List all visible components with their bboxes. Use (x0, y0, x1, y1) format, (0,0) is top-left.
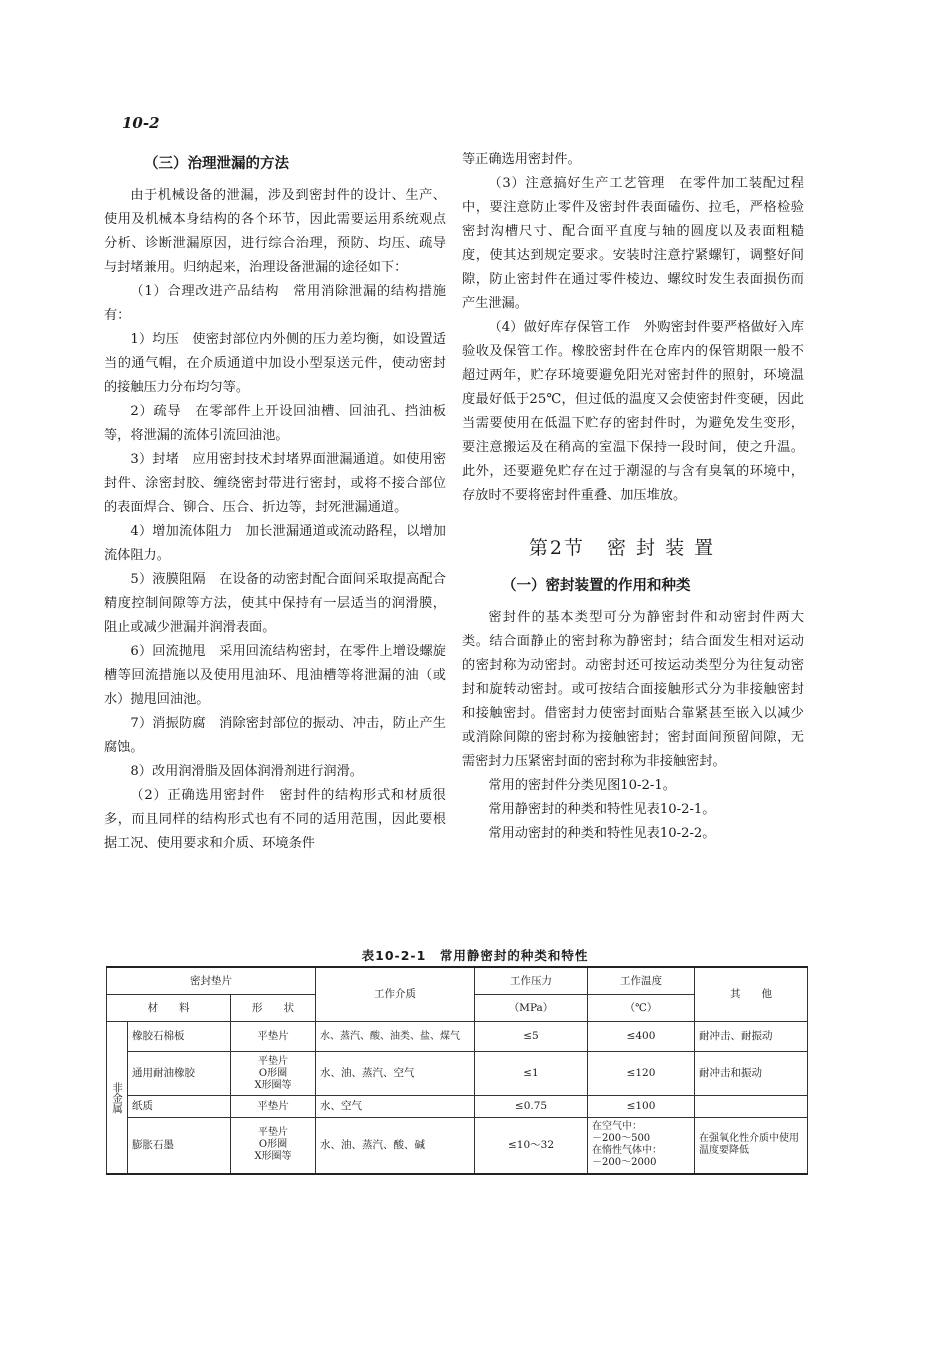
paragraph: 常用静密封的种类和特性见表10-2-1。 (488, 802, 716, 817)
medium-cell: 水、蒸汽、酸、油类、盐、煤气 (316, 1022, 475, 1052)
header-temperature: 工作温度 (588, 967, 695, 995)
table-title: 表10-2-1 常用静密封的种类和特性 (361, 948, 589, 963)
shape-cell: 平垫片 O形圈 X形圈等 (231, 1118, 316, 1174)
paragraph: 3）封堵 应用密封技术封堵界面泄漏通道。如使用密封件、涂密封胶、缠绕密封带进行密封，或将不接合部位的表面焊合、铆合、压合、折边等，封死泄漏通道。 (104, 452, 446, 515)
table-row (107, 1052, 808, 1096)
subheading: （一）密封装置的作用和种类 (502, 578, 691, 594)
paragraph: 5）液膜阻隔 在设备的动密封配合面间采取提高配合精度控制间隙等方法，使其中保持有一层适当的润滑膜，阻止或减少泄漏并润滑表面。 (104, 572, 446, 635)
other-cell: 耐冲击、耐振动 (695, 1022, 808, 1052)
header-medium: 工作介质 (316, 967, 475, 1022)
pressure-cell: ≤5 (475, 1022, 588, 1052)
header-material: 材 料 (107, 995, 231, 1022)
paragraph: 4）增加流体阻力 加长泄漏通道或流动路程，以增加流体阻力。 (104, 524, 446, 563)
temperature-cell: ≤100 (588, 1096, 695, 1118)
section-heading-3: （三）治理泄漏的方法 (144, 156, 289, 172)
material-cell: 通用耐油橡胶 (128, 1052, 231, 1096)
section-title (462, 536, 804, 560)
header-other: 其 他 (695, 967, 808, 1022)
table-row (107, 1022, 808, 1052)
material-cell: 橡胶石棉板 (128, 1022, 231, 1052)
left-column (104, 148, 446, 856)
medium-cell: 水、油、蒸汽、空气 (316, 1052, 475, 1096)
paragraph: 7）消振防腐 消除密封部位的振动、冲击，防止产生腐蚀。 (104, 716, 446, 755)
header-temperature-unit: （℃） (588, 995, 695, 1022)
header-shape: 形 状 (231, 995, 316, 1022)
pressure-cell: ≤1 (475, 1052, 588, 1096)
pressure-cell: ≤10～32 (475, 1118, 588, 1174)
header-gasket: 密封垫片 (107, 967, 316, 995)
paragraph: 常用动密封的种类和特性见表10-2-2。 (488, 826, 716, 841)
paragraph: 等正确选用密封件。 (462, 152, 581, 167)
medium-cell: 水、空气 (316, 1096, 475, 1118)
table-row (107, 1118, 808, 1174)
paragraph: 由于机械设备的泄漏，涉及到密封件的设计、生产、使用及机械本身结构的各个环节，因此需要运用系统观点分析、诊断泄漏原因，进行综合治理，预防、均压、疏导与封堵兼用。归纳起来，治理设备泄漏的途径如下： (104, 188, 446, 275)
paragraph: 常用的密封件分类见图10-2-1。 (488, 778, 676, 793)
paragraph: （2）正确选用密封件 密封件的结构形式和材质很多，而且同样的结构形式也有不同的适用范围，因此要根据工况、使用要求和介质、环境条件 (104, 788, 446, 851)
pressure-cell: ≤0.75 (475, 1096, 588, 1118)
right-column (462, 148, 804, 846)
category-cell: 非金属 (107, 1022, 128, 1174)
paragraph: （4）做好库存保管工作 外购密封件要严格做好入库验收及保管工作。橡胶密封件在仓库内的保管期限一般不超过两年，贮存环境要避免阳光对密封件的照射，环境温度最好低于25℃，但过低的温度又会使密封件变硬，因此当需要使用在低温下贮存的密封件时，为避免发生变形，要注意搬运及在稍高的室温下保持一段时间，使之升温。此外，还要避免贮存在过于潮湿的与含有臭氧的环境中，存放时不要将密封件重叠、加压堆放。 (462, 320, 804, 503)
shape-cell: 平垫片 (231, 1096, 316, 1118)
temperature-cell: ≤400 (588, 1022, 695, 1052)
other-cell: 在强氧化性介质中使用温度要降低 (695, 1118, 808, 1174)
medium-cell: 水、油、蒸汽、酸、碱 (316, 1118, 475, 1174)
paragraph: （3）注意搞好生产工艺管理 在零件加工装配过程中，要注意防止零件及密封件表面磕伤、拉毛，严格检验密封沟槽尺寸、配合面平直度与轴的圆度以及表面粗糙度，使其达到规定要求。安装时注意拧紧螺钉，调整好间隙，防止密封件在通过零件棱边、螺纹时发生表面损伤而产生泄漏。 (462, 176, 804, 311)
material-cell: 膨胀石墨 (128, 1118, 231, 1174)
header-pressure: 工作压力 (475, 967, 588, 995)
temperature-cell: ≤120 (588, 1052, 695, 1096)
paragraph: 6）回流抛甩 采用回流结构密封，在零件上增设螺旋槽等回流措施以及使用甩油环、甩油槽等将泄漏的油（或水）抛甩回油池。 (104, 644, 446, 707)
shape-cell: 平垫片 O形圈 X形圈等 (231, 1052, 316, 1096)
paragraph: 1）均压 使密封部位内外侧的压力差均衡，如设置适当的通气帽，在介质通道中加设小型泵送元件，使动密封的接触压力分布均匀等。 (104, 332, 446, 395)
paragraph: （1）合理改进产品结构 常用消除泄漏的结构措施有： (104, 284, 446, 323)
temperature-cell: 在空气中： －200～500 在惰性气体中： －200～2000 (588, 1118, 695, 1174)
other-cell: 耐冲击和振动 (695, 1052, 808, 1096)
paragraph: 密封件的基本类型可分为静密封件和动密封件两大类。结合面静止的密封称为静密封；结合面发生相对运动的密封称为动密封。动密封还可按运动类型分为往复动密封和旋转动密封。或可按结合面接触形式分为非接触密封和接触密封。借密封力使密封面贴合靠紧甚至嵌入以减少或消除间隙的密封称为接触密封；密封面间预留间隙，无需密封力压紧密封面的密封称为非接触密封。 (462, 610, 804, 769)
other-cell (695, 1096, 808, 1118)
paragraph: 2）疏导 在零部件上开设回油槽、回油孔、挡油板等，将泄漏的流体引流回油池。 (104, 404, 446, 443)
page-number: 10-2 (122, 114, 160, 132)
static-seal-table (106, 966, 808, 1175)
material-cell: 纸质 (128, 1096, 231, 1118)
header-pressure-unit: （MPa） (475, 995, 588, 1022)
section-title-text: 密 封 装 置 (606, 537, 716, 559)
shape-cell: 平垫片 (231, 1022, 316, 1052)
section-number: 第2节 (528, 537, 585, 559)
table-row (107, 1096, 808, 1118)
paragraph: 8）改用润滑脂及固体润滑剂进行润滑。 (130, 764, 363, 779)
